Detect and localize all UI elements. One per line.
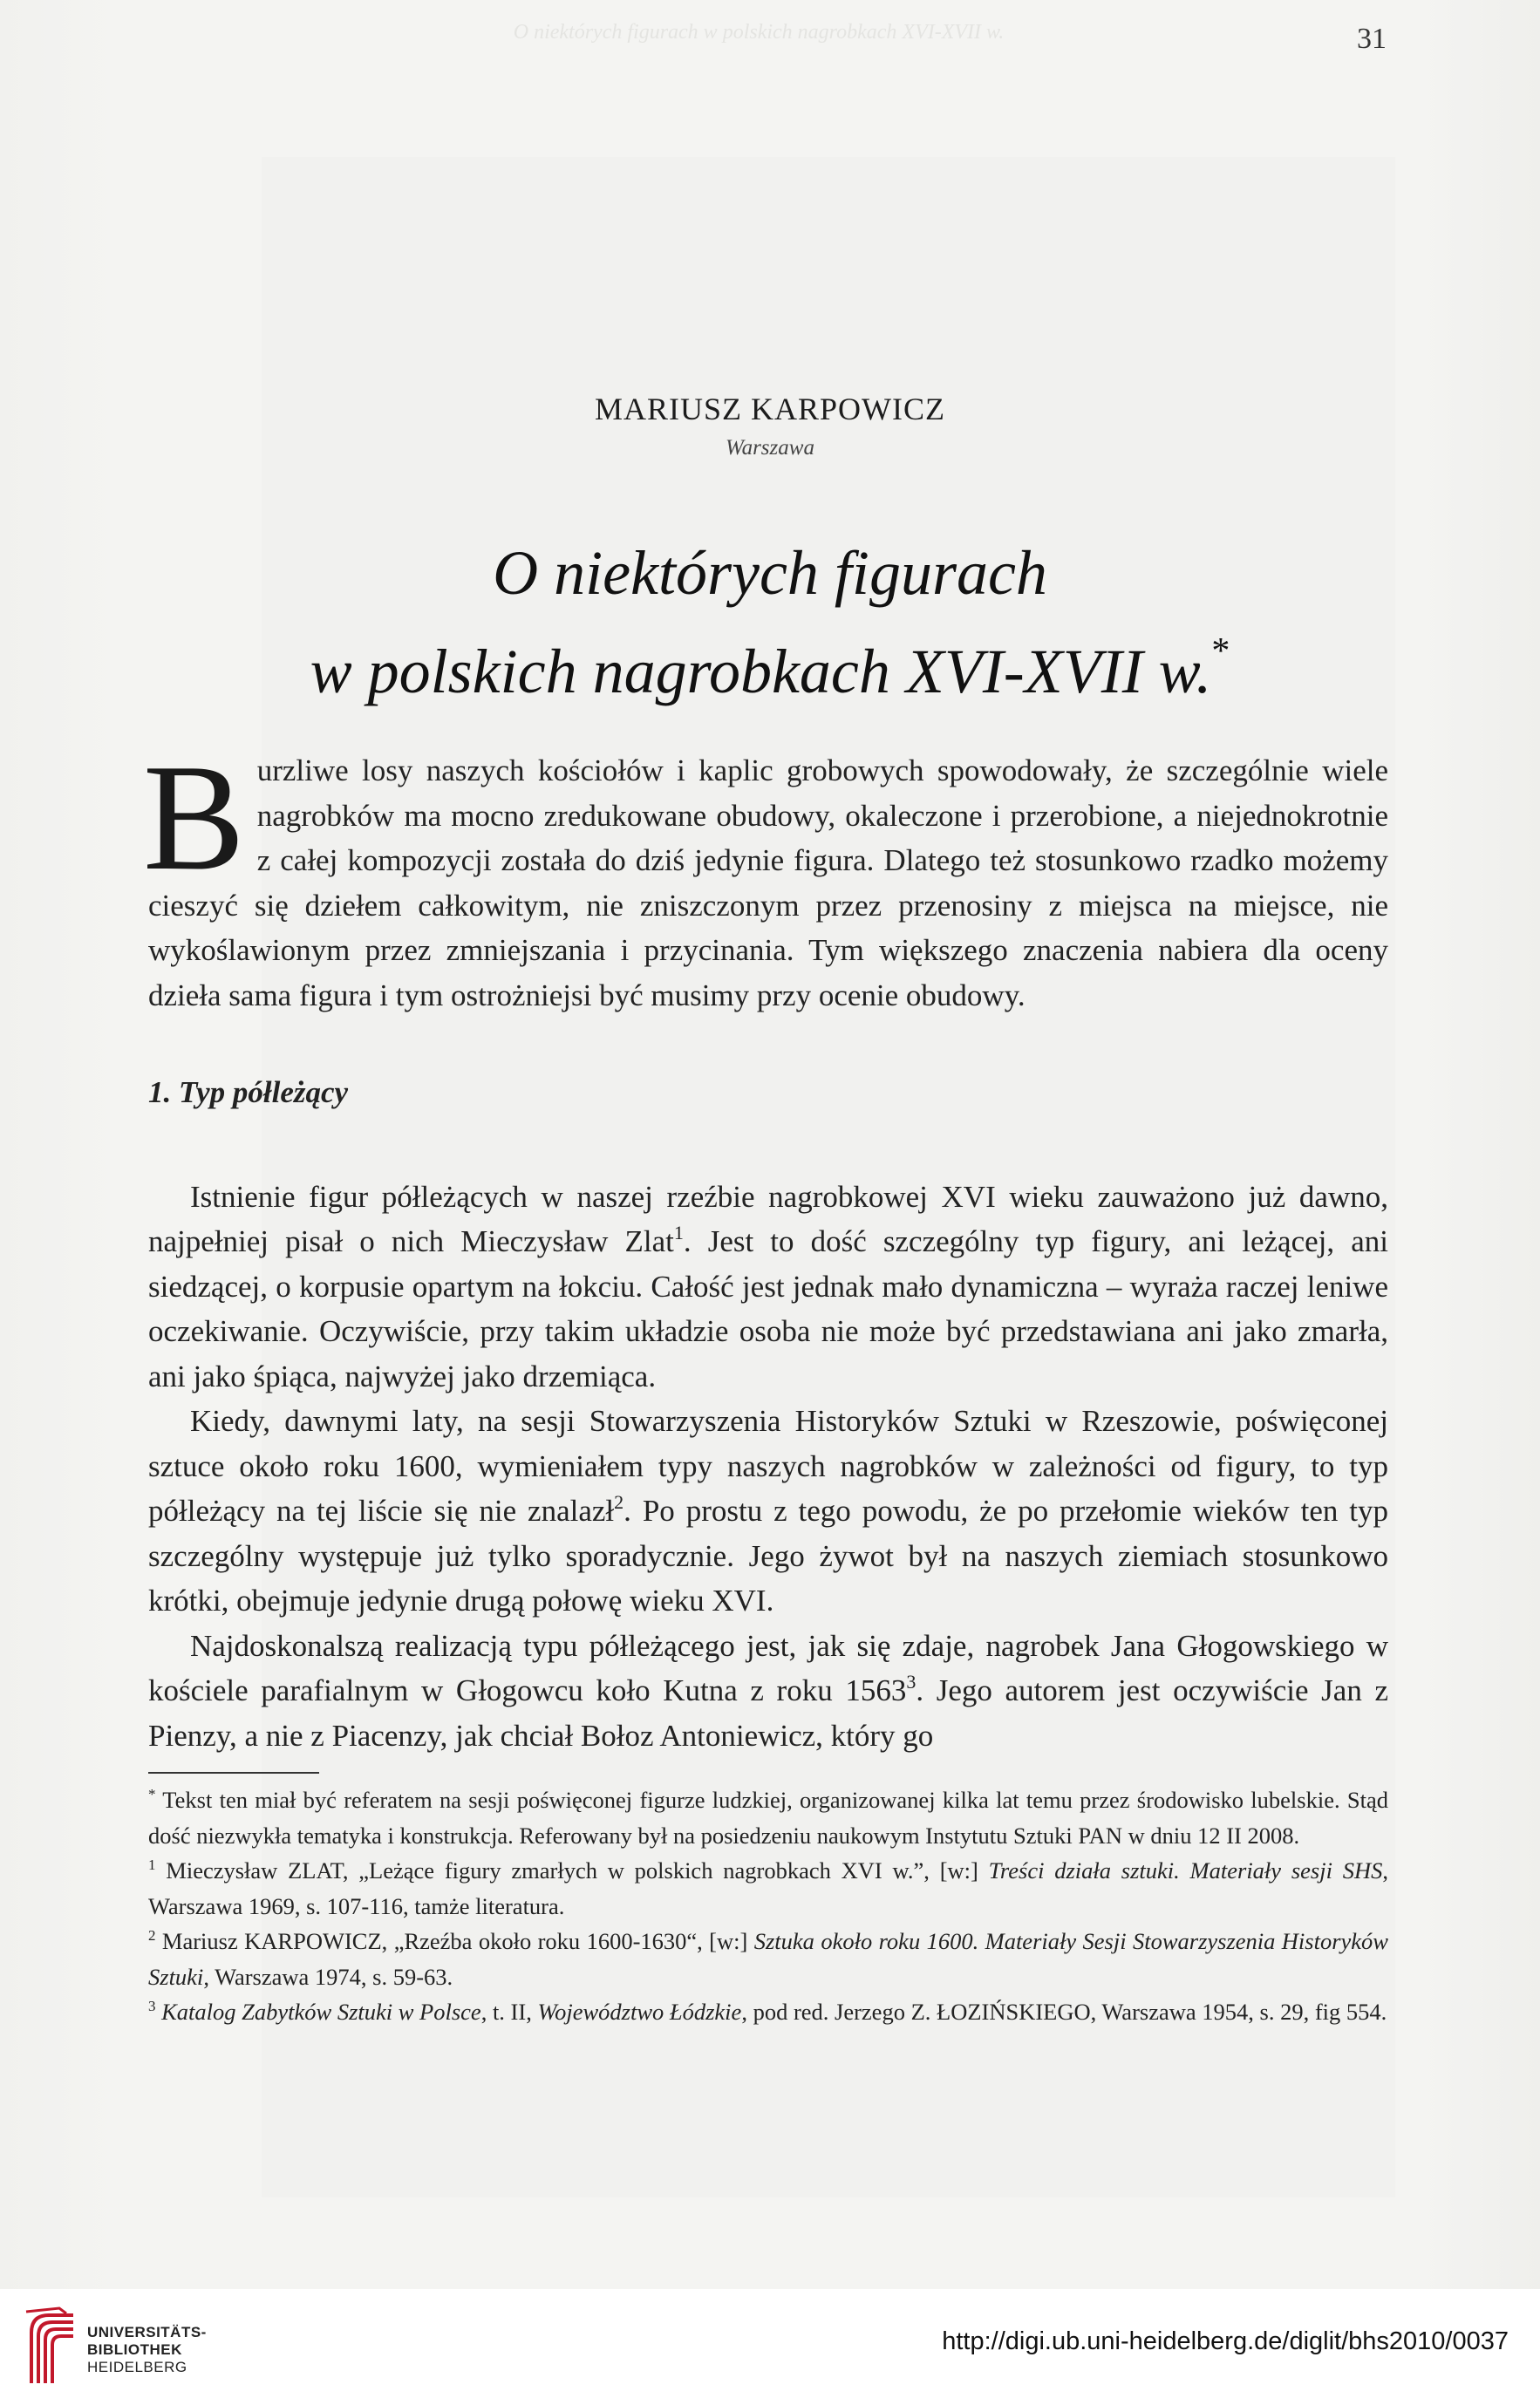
footnote-marker: 1 (148, 1857, 156, 1873)
paragraph (148, 1399, 1388, 1624)
article-title (105, 534, 1435, 711)
running-head: O niektórych figurach w polskich nagrobkach XVI-XVII w. (513, 21, 1005, 44)
paragraph (148, 1624, 1388, 1759)
permalink-url[interactable]: http://digi.ub.uni-heidelberg.de/diglit/bhs2010/0037 (942, 2327, 1509, 2355)
footnote-rule (148, 1772, 319, 1774)
intro-text: urzliwe losy naszych kościołów i kaplic grobowych spowodowały, że szczególnie wiele nagrobków ma mocno zredukowane obudowy, okaleczone i przerobione, a niejednokrotnie z całej kompozycji została do dziś jedynie figura. Dlatego też stosunkowo rzadko możemy cieszyć się dziełem całkowitym, nie zniszczonym przez przenosiny z miejsca na miejsce, nie wykoślawionym przez zmniejszania i przycinania. Tym większego znaczenia nabiera dla oceny dzieła sama figura i tym ostrożniejsi być musimy przy ocenie obudowy. (148, 753, 1388, 1012)
title-line-1: O niektórych figurach (493, 538, 1047, 608)
paragraph (148, 1175, 1388, 1400)
library-name-line: HEIDELBERG (87, 2359, 187, 2375)
drop-cap: B (143, 732, 245, 902)
footnote-1 (148, 1853, 1388, 1924)
university-library-logo-icon[interactable] (24, 2306, 78, 2385)
paragraph-text: . Po prostu z tego powodu, że po przełomie wieków ten typ szczególny występuje już tylko sporadycznie. Jego żywot był na naszych ziemiach stosunkowo krótki, obejmuje jedynie drugą połowę wieku XVI. (148, 1494, 1388, 1618)
paragraph-text: Kiedy, dawnymi laty, na sesji Stowarzyszenia Historyków Sztuki w Rzeszowie, poświęconej sztuce około roku 1600, wymieniałem typy naszych nagrobków w zależności od figury, to typ półleżący na tej liście się nie znalazł (148, 1404, 1388, 1528)
library-name (87, 2324, 207, 2376)
footnotes (148, 1782, 1388, 2030)
footnote-text: Tekst ten miał być referatem na sesji poświęconej figurze ludzkiej, organizowanej kilka lat temu przez środowisko lubelskie. Stąd dość niezwykła tematyka i konstrukcja. Referowany był na posiedzeniu naukowym Instytutu Sztuki PAN w dniu 12 II 2008. (148, 1787, 1388, 1849)
article-body (143, 732, 1389, 1758)
paragraph-text: Istnienie figur półleżących w naszej rzeźbie nagrobkowej XVI wieku zauważono już dawno, najpełniej pisał o nich Mieczysław Zlat (148, 1179, 1388, 1258)
paragraph-text: . Jest to dość szczególny typ figury, ani leżącej, ani siedzącej, o korpusie opartym na łokciu. Całość jest jednak mało dynamiczna – wyraża raczej leniwe oczekiwanie. Oczywiście, przy takim układzie osoba nie może być przedstawiana ani jako zmarła, ani jako śpiąca, najwyżej jako drzemiąca. (148, 1224, 1388, 1393)
paragraph-text: . Jego autorem jest oczywiście Jan z Pienzy, a nie z Piacenzy, jak chciał Bołoz Antoniewicz, który go (148, 1673, 1389, 1753)
library-name-line: BIBLIOTHEK (87, 2341, 182, 2358)
title-footnote-marker[interactable]: * (1211, 631, 1230, 671)
footnote-text: , Warszawa 1969, s. 107-116, tamże literatura. (148, 1857, 1388, 1919)
intro-paragraph (143, 732, 1388, 1018)
footnote-text: Mieczysław ZLAT, „Leżące figury zmarłych w polskich nagrobkach XVI w.”, [w:] (155, 1857, 989, 1884)
author-affiliation: Warszawa (726, 436, 814, 460)
paragraph-text: Najdoskonalszą realizacją typu półleżącego jest, jak się zdaje, nagrobek Jana Głogowskiego w kościele parafialnym w Głogowcu koło Kutna z roku 1563 (148, 1628, 1388, 1707)
footnote-italic: Sztuka około roku 1600. Materiały Sesji Stowarzyszenia Historyków Sztuki (148, 1928, 1388, 1990)
library-name-line: UNIVERSITÄTS- (87, 2324, 207, 2340)
footnote-text: , Warszawa 1974, s. 59-63. (203, 1963, 453, 1990)
author-name: MARIUSZ KARPOWICZ (594, 392, 945, 426)
footnote-ref-2[interactable]: 2 (614, 1491, 624, 1513)
footnote-marker: * (148, 1786, 156, 1802)
footnote-2 (148, 1924, 1388, 1994)
library-footer (0, 2289, 1540, 2405)
footnote-italic: Treści działa sztuki. Materiały sesji SHS (988, 1857, 1383, 1884)
section-heading: 1. Typ półleżący (148, 1075, 349, 1109)
footnote-italic: Województwo Łódzkie (537, 1999, 742, 2025)
title-line-2-text: w polskich nagrobkach XVI-XVII w. (310, 637, 1212, 706)
footnote-marker: 2 (148, 1927, 156, 1944)
footnote-3 (148, 1994, 1388, 2030)
footnote-ref-3[interactable]: 3 (906, 1671, 917, 1693)
title-line-2 (105, 612, 1435, 711)
footnote-text: , t. II, (480, 1999, 538, 2025)
page-number: 31 (1357, 23, 1387, 55)
footnote-text: , pod red. Jerzego Z. ŁOZIŃSKIEGO, Warszawa 1954, s. 29, fig 554. (741, 1999, 1387, 2025)
footnote-marker: 3 (148, 1998, 156, 2014)
footnote-italic: Katalog Zabytków Sztuki w Polsce (155, 1999, 481, 2025)
footnote-text: Mariusz KARPOWICZ, „Rzeźba około roku 1600-1630“, [w:] (155, 1928, 754, 1954)
footnote-ref-1[interactable]: 1 (673, 1222, 684, 1243)
footnote-star (148, 1782, 1388, 1853)
